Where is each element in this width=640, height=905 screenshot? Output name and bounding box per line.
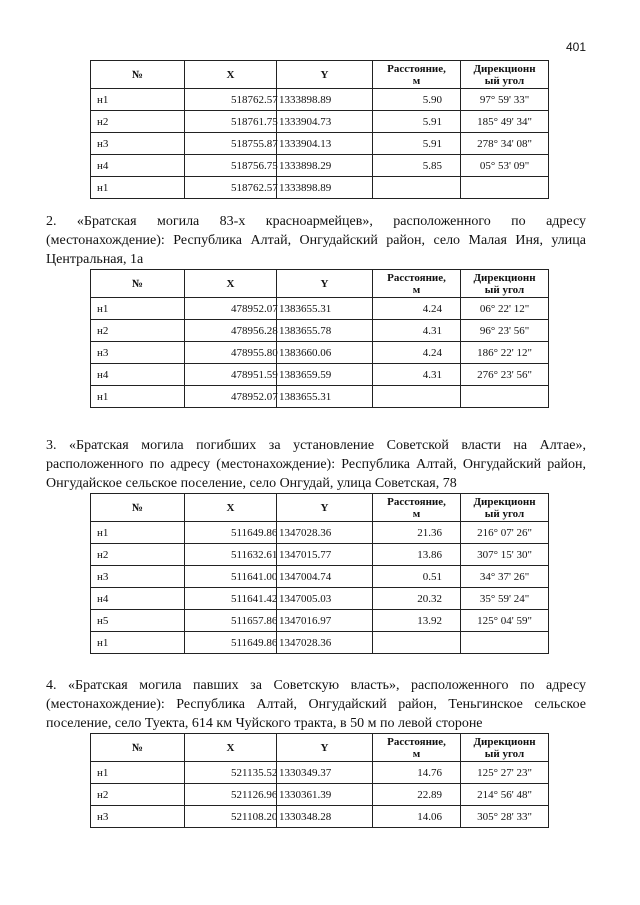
header-direction — [461, 494, 549, 522]
header-distance-text: Расстояние, — [387, 271, 446, 284]
cell-direction: 276° 23' 56" — [461, 364, 549, 386]
cell-x: 478952.07 — [185, 298, 277, 320]
table-row — [91, 588, 549, 610]
table-header-row — [91, 494, 549, 522]
cell-x: 521135.52 — [185, 762, 277, 784]
cell-y: 1347028.36 — [277, 522, 373, 544]
header-num-text: № — [131, 501, 144, 514]
table-row — [91, 177, 549, 199]
cell-direction — [461, 632, 549, 654]
cell-y: 1347016.97 — [277, 610, 373, 632]
header-x-text: X — [226, 68, 235, 81]
cell-direction — [461, 177, 549, 199]
cell-distance: 20.32 — [373, 588, 461, 610]
cell-point: н1 — [91, 298, 185, 320]
header-x — [185, 494, 277, 522]
table-header-row — [91, 61, 549, 89]
header-direction-text: ый угол — [484, 747, 525, 760]
header-num — [91, 61, 185, 89]
header-direction-text: Дирекционн — [473, 735, 536, 748]
header-y — [277, 734, 373, 762]
cell-direction: 125° 04' 59" — [461, 610, 549, 632]
cell-x: 511649.86 — [185, 522, 277, 544]
header-num — [91, 494, 185, 522]
section-1 — [46, 60, 586, 199]
cell-distance: 14.06 — [373, 806, 461, 828]
header-direction-text: Дирекционн — [473, 62, 536, 75]
cell-x: 511632.61 — [185, 544, 277, 566]
section-paragraph: 3. «Братская могила погибших за установление Советской власти на Алтае», расположенного по адресу (местонахождение): Республика Алтай, Онгудайский район, Онгудайское сельское поселение, село Онгудай, улица Советская, 78 — [46, 438, 586, 491]
header-y-text: Y — [320, 277, 329, 290]
cell-y: 1347015.77 — [277, 544, 373, 566]
section-3 — [46, 436, 586, 654]
cell-direction: 97° 59' 33" — [461, 89, 549, 111]
cell-point: н1 — [91, 762, 185, 784]
header-distance — [373, 494, 461, 522]
table-row — [91, 298, 549, 320]
cell-y: 1333904.13 — [277, 133, 373, 155]
header-y-text: Y — [320, 741, 329, 754]
header-direction-text: Дирекционн — [473, 495, 536, 508]
cell-point: н1 — [91, 89, 185, 111]
cell-distance: 5.85 — [373, 155, 461, 177]
cell-y: 1330361.39 — [277, 784, 373, 806]
header-distance-text: м — [412, 507, 421, 520]
coordinates-table — [90, 60, 549, 199]
cell-y: 1347005.03 — [277, 588, 373, 610]
cell-point: н2 — [91, 544, 185, 566]
cell-distance: 21.36 — [373, 522, 461, 544]
cell-direction: 307° 15' 30" — [461, 544, 549, 566]
cell-direction: 216° 07' 26" — [461, 522, 549, 544]
cell-direction: 35° 59' 24" — [461, 588, 549, 610]
header-x-text: X — [226, 277, 235, 290]
header-distance-text: Расстояние, — [387, 62, 446, 75]
table-row — [91, 544, 549, 566]
cell-x: 511649.86 — [185, 632, 277, 654]
cell-point: н2 — [91, 320, 185, 342]
cell-distance — [373, 632, 461, 654]
header-distance — [373, 61, 461, 89]
cell-point: н2 — [91, 784, 185, 806]
cell-x: 478955.80 — [185, 342, 277, 364]
cell-distance: 0.51 — [373, 566, 461, 588]
section-2 — [46, 212, 586, 408]
cell-point: н4 — [91, 155, 185, 177]
header-direction — [461, 270, 549, 298]
cell-direction — [461, 386, 549, 408]
table-row — [91, 784, 549, 806]
cell-y: 1333898.89 — [277, 89, 373, 111]
cell-x: 478956.28 — [185, 320, 277, 342]
table-row — [91, 320, 549, 342]
cell-y: 1333898.89 — [277, 177, 373, 199]
cell-distance: 5.90 — [373, 89, 461, 111]
cell-direction: 305° 28' 33" — [461, 806, 549, 828]
header-y — [277, 494, 373, 522]
cell-point: н3 — [91, 133, 185, 155]
header-num — [91, 270, 185, 298]
cell-distance: 22.89 — [373, 784, 461, 806]
cell-point: н3 — [91, 342, 185, 364]
cell-x: 518755.87 — [185, 133, 277, 155]
table-row — [91, 386, 549, 408]
header-num-text: № — [131, 277, 144, 290]
cell-point: н3 — [91, 806, 185, 828]
cell-x: 518762.57 — [185, 89, 277, 111]
header-distance — [373, 270, 461, 298]
header-direction-text: Дирекционн — [473, 271, 536, 284]
header-distance-text: Расстояние, — [387, 735, 446, 748]
header-num — [91, 734, 185, 762]
cell-y: 1383660.06 — [277, 342, 373, 364]
cell-x: 518761.75 — [185, 111, 277, 133]
section-paragraph: 2. «Братская могила 83-х красноармейцев», расположенного по адресу (местонахождение): Республика Алтай, Онгудайский район, село Малая Иня, улица Центральная, 1а — [46, 214, 586, 267]
cell-y: 1383655.31 — [277, 386, 373, 408]
header-distance — [373, 734, 461, 762]
header-y-text: Y — [320, 68, 329, 81]
header-x — [185, 61, 277, 89]
header-direction-text: ый угол — [484, 283, 525, 296]
table-header-row — [91, 270, 549, 298]
cell-distance: 13.92 — [373, 610, 461, 632]
header-y — [277, 61, 373, 89]
cell-distance: 14.76 — [373, 762, 461, 784]
cell-distance: 13.86 — [373, 544, 461, 566]
cell-x: 511641.00 — [185, 566, 277, 588]
cell-distance: 4.24 — [373, 342, 461, 364]
cell-x: 518756.75 — [185, 155, 277, 177]
cell-y: 1333904.73 — [277, 111, 373, 133]
cell-distance: 5.91 — [373, 111, 461, 133]
cell-direction: 186° 22' 12" — [461, 342, 549, 364]
cell-y: 1330348.28 — [277, 806, 373, 828]
cell-x: 521108.20 — [185, 806, 277, 828]
cell-y: 1383655.78 — [277, 320, 373, 342]
table-row — [91, 342, 549, 364]
cell-x: 511657.86 — [185, 610, 277, 632]
cell-x: 478952.07 — [185, 386, 277, 408]
cell-y: 1330349.37 — [277, 762, 373, 784]
cell-point: н5 — [91, 610, 185, 632]
cell-direction: 278° 34' 08" — [461, 133, 549, 155]
cell-distance — [373, 177, 461, 199]
table-row — [91, 89, 549, 111]
section-4 — [46, 676, 586, 828]
header-x-text: X — [226, 741, 235, 754]
coordinates-table — [90, 733, 549, 828]
header-y-text: Y — [320, 501, 329, 514]
cell-y: 1347028.36 — [277, 632, 373, 654]
cell-direction: 125° 27' 23" — [461, 762, 549, 784]
table-row — [91, 610, 549, 632]
table-row — [91, 522, 549, 544]
section-paragraph: 4. «Братская могила павших за Советскую власть», расположенного по адресу (местонахождение): Республика Алтай, Онгудайский район, Теньгинское сельское поселение, село Туекта, 614 км Чуйского тракта, в 50 м по левой стороне — [46, 678, 586, 731]
header-y — [277, 270, 373, 298]
header-direction — [461, 734, 549, 762]
cell-distance — [373, 386, 461, 408]
table-row — [91, 133, 549, 155]
page-number: 401 — [565, 40, 586, 54]
cell-point: н4 — [91, 364, 185, 386]
header-x-text: X — [226, 501, 235, 514]
cell-x: 521126.96 — [185, 784, 277, 806]
header-distance-text: м — [412, 283, 421, 296]
header-direction-text: ый угол — [484, 507, 525, 520]
cell-x: 511641.42 — [185, 588, 277, 610]
cell-distance: 4.31 — [373, 364, 461, 386]
cell-point: н1 — [91, 632, 185, 654]
cell-y: 1383655.31 — [277, 298, 373, 320]
cell-direction: 185° 49' 34" — [461, 111, 549, 133]
cell-direction: 06° 22' 12" — [461, 298, 549, 320]
table-row — [91, 111, 549, 133]
cell-point: н1 — [91, 177, 185, 199]
header-direction — [461, 61, 549, 89]
table-header-row — [91, 734, 549, 762]
cell-direction: 96° 23' 56" — [461, 320, 549, 342]
header-distance-text: м — [412, 74, 421, 87]
cell-point: н3 — [91, 566, 185, 588]
cell-y: 1333898.29 — [277, 155, 373, 177]
header-x — [185, 734, 277, 762]
cell-distance: 5.91 — [373, 133, 461, 155]
cell-point: н1 — [91, 386, 185, 408]
cell-point: н4 — [91, 588, 185, 610]
table-row — [91, 632, 549, 654]
table-row — [91, 566, 549, 588]
cell-direction: 05° 53' 09" — [461, 155, 549, 177]
cell-point: н1 — [91, 522, 185, 544]
header-num-text: № — [131, 68, 144, 81]
table-row — [91, 762, 549, 784]
cell-y: 1347004.74 — [277, 566, 373, 588]
header-direction-text: ый угол — [484, 74, 525, 87]
coordinates-table — [90, 269, 549, 408]
cell-distance: 4.24 — [373, 298, 461, 320]
table-row — [91, 806, 549, 828]
coordinates-table — [90, 493, 549, 654]
cell-direction: 214° 56' 48" — [461, 784, 549, 806]
header-num-text: № — [131, 741, 144, 754]
header-distance-text: м — [412, 747, 421, 760]
cell-y: 1383659.59 — [277, 364, 373, 386]
table-row — [91, 364, 549, 386]
header-x — [185, 270, 277, 298]
cell-x: 478951.59 — [185, 364, 277, 386]
cell-distance: 4.31 — [373, 320, 461, 342]
table-row — [91, 155, 549, 177]
cell-direction: 34° 37' 26" — [461, 566, 549, 588]
cell-x: 518762.57 — [185, 177, 277, 199]
header-distance-text: Расстояние, — [387, 495, 446, 508]
cell-point: н2 — [91, 111, 185, 133]
